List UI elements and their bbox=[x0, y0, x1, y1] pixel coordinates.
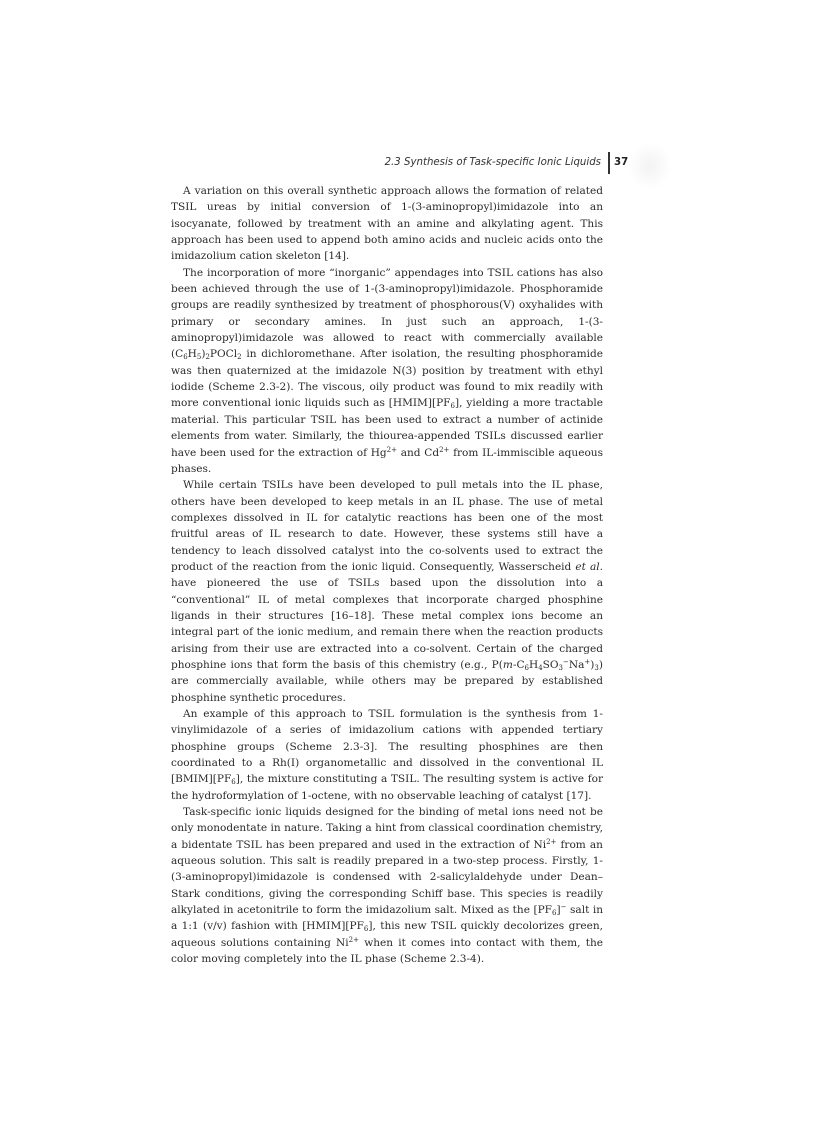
paragraph: An example of this approach to TSIL formulation is the synthesis from 1-vinylimidazole of a series of imidazolium cations with appended tertiary phosphine groups (Scheme 2.3-3]. The resulting phosphines are then coordinated to a Rh(I) organometallic and dissolved in the conventional IL $[BMIM][PF_6]$, the mixture constituting a TSIL. The resulting system is active for the hydroformylation of 1-octene, with no observable leaching of catalyst [17]. bbox=[171, 708, 603, 802]
paragraph: While certain TSILs have been developed to pull metals into the IL phase, others have been developed to keep metals in an IL phase. The use of metal complexes dissolved in IL for catalytic reactions has been one of the most fruitful areas of IL research to date. However, these systems still have a tendency to leach dissolved catalyst into the co-solvents used to extract the product of the reaction from the ionic liquid. Consequently, Wasserscheid et al. have pioneered the use of TSILs based upon the dissolution into a “conventional” IL of metal complexes that incorporate charged phosphine ligands in their structures [16–18]. These metal complex ions become an integral part of the ionic medium, and remain there when the reaction products arising from their use are extracted into a co-solvent. Certain of the charged phosphine ions that form the basis of this chemistry (e.g., $P(m-C_6H_4SO_3^-Na^+)_3$) are commercially available, while others may be prepared by established phosphine synthetic procedures. bbox=[171, 479, 603, 704]
body-text bbox=[171, 183, 603, 968]
page-tab-shade bbox=[628, 142, 672, 190]
paragraph: A variation on this overall synthetic approach allows the formation of related TSIL ureas by initial conversion of 1-(3-aminopropyl)imidazole into an isocyanate, followed by treatment with an amine and alkylating agent. This approach has been used to append both amino acids and nucleic acids onto the imidazolium cation skeleton [14]. bbox=[171, 185, 603, 263]
paragraph: Task-specific ionic liquids designed for the binding of metal ions need not be only monodentate in nature. Taking a hint from classical coordination chemistry, a bidentate TSIL has been prepared and used in the extraction of $Ni^{2+}$ from an aqueous solution. This salt is readily prepared in a two-step process. Firstly, 1-(3-aminopropyl)imidazole is condensed with 2-salicylaldehyde under Dean–Stark conditions, giving the corresponding Schiff base. This species is readily alkylated in acetonitrile to form the imidazolium salt. Mixed as the $[PF_6]^-$ salt in a 1:1 (v/v) fashion with $[HMIM][PF_6]$, this new TSIL quickly decolorizes green, aqueous solutions containing $Ni^{2+}$ when it comes into contact with them, the color moving completely into the IL phase (Scheme 2.3-4). bbox=[171, 806, 604, 966]
header-rule bbox=[608, 152, 610, 174]
running-header: 2.3 Synthesis of Task-specific Ionic Liquids bbox=[384, 157, 601, 168]
page-number: 37 bbox=[614, 157, 629, 168]
paragraph: The incorporation of more “inorganic” appendages into TSIL cations has also been achieved through the use of 1-(3-aminopropyl)imidazole. Phosphoramide groups are readily synthesized by treatment of phosphorous(V) oxyhalides with primary or secondary amines. In just such an approach, 1-(3-aminopropyl)imidazole was allowed to react with commercially available $(C_6H_5)_2POCl_2$ in dichloromethane. After isolation, the resulting phosphoramide was then quaternized at the imidazole N(3) position by treatment with ethyl iodide (Scheme 2.3-2). The viscous, oily product was found to mix readily with more conventional ionic liquids such as $[HMIM][PF_6]$, yielding a more tractable material. This particular TSIL has been used to extract a number of actinide elements from water. Similarly, the thiourea-appended TSILs discussed earlier have been used for the extraction of $Hg^{2+}$ and $Cd^{2+}$ from IL-immiscible aqueous phases. bbox=[171, 266, 603, 475]
